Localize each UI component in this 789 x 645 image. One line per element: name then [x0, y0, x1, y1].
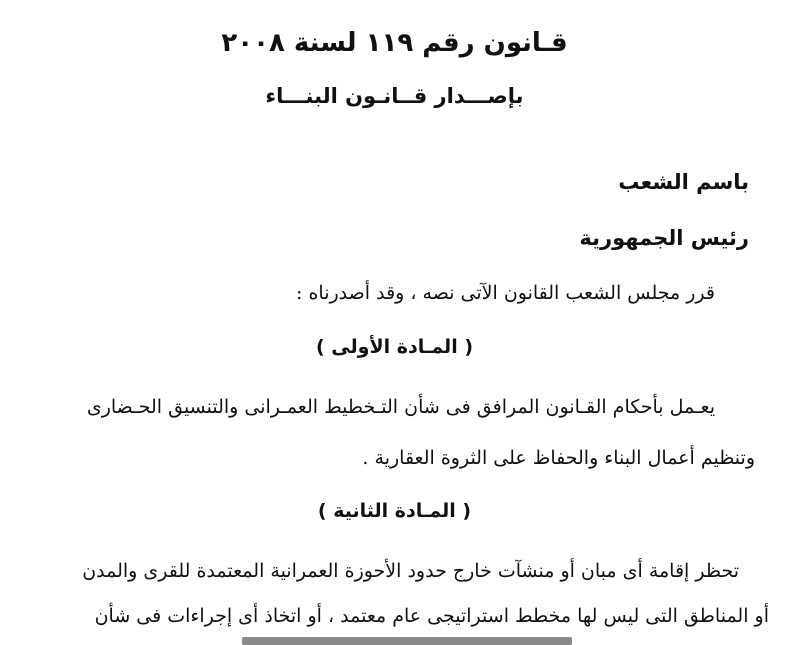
article-1-line-2: وتنظيم أعمال البناء والحفاظ على الثروة العقارية .: [362, 447, 755, 469]
article-1-heading: ( المـادة الأولى ): [315, 336, 474, 358]
preamble-text: قرر مجلس الشعب القانون الآتى نصه ، وقد أصدرناه :: [296, 282, 715, 304]
horizontal-scrollbar[interactable]: [242, 637, 572, 645]
article-2-heading: ( المـادة الثانية ): [317, 500, 472, 522]
heading-in-name-of-people: باسم الشعب: [618, 170, 749, 194]
article-1-line-1: يعـمل بأحكام القـانون المرافق فى شأن التـخطيط العمـرانى والتنسيق الحـضارى: [86, 396, 715, 418]
article-2-line-1: تحظر إقامة أى مبان أو منشآت خارج حدود الأحوزة العمرانية المعتمدة للقرى والمدن: [82, 560, 739, 582]
article-2-line-2: أو المناطق التى ليس لها مخطط استراتيجى عام معتمد ، أو اتخاذ أى إجراءات فى شأن: [94, 605, 769, 627]
heading-president: رئيس الجمهورية: [579, 226, 749, 250]
law-subtitle: بإصـــدار قــانـون البنـــاء: [265, 84, 524, 108]
law-title: قـانون رقم ١١٩ لسنة ٢٠٠٨: [221, 28, 568, 58]
